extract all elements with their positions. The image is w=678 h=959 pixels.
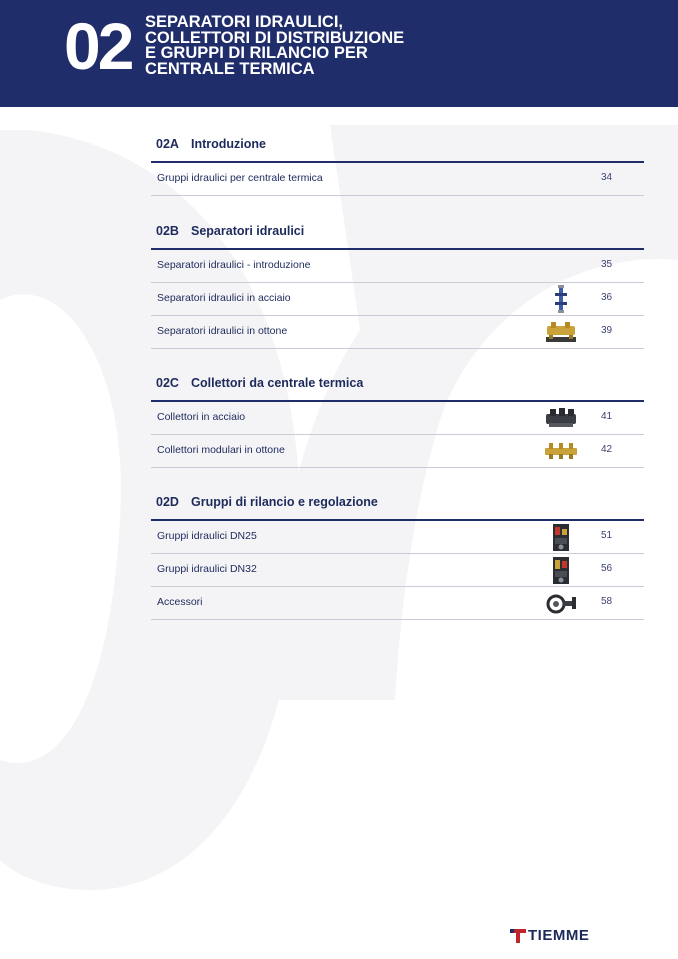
toc-row[interactable]	[151, 163, 644, 196]
section-title: Gruppi di rilancio e regolazione	[191, 495, 378, 509]
toc-row[interactable]	[151, 402, 644, 435]
steel-manifold-thumbnail	[543, 404, 579, 432]
tiemme-logo-icon	[510, 929, 526, 943]
toc-row-page-number: 41	[601, 411, 613, 422]
section-code: 02D	[156, 495, 179, 509]
toc-row-page-number: 42	[601, 444, 613, 455]
brass-manifold-thumbnail	[543, 437, 579, 465]
toc-row-page-number: 51	[601, 530, 613, 541]
toc-row[interactable]	[151, 521, 644, 554]
section-code: 02B	[156, 224, 179, 238]
chapter-number: 02	[64, 9, 132, 83]
toc-row-page-number: 39	[601, 325, 613, 336]
chapter-header	[0, 0, 678, 107]
toc-row-page-number: 36	[601, 292, 613, 303]
section-code: 02A	[156, 137, 179, 151]
accessory-thumbnail	[543, 589, 579, 617]
pump-group-thumbnail	[543, 556, 579, 584]
steel-separator-thumbnail	[543, 285, 579, 313]
toc-row[interactable]	[151, 587, 644, 620]
section-code: 02C	[156, 376, 179, 390]
pump-group-thumbnail	[543, 523, 579, 551]
toc-row-label: Collettori in acciaio	[157, 411, 246, 423]
toc-row-label: Accessori	[157, 596, 203, 608]
toc-row[interactable]	[151, 435, 644, 468]
toc-row[interactable]	[151, 283, 644, 316]
section-title: Collettori da centrale termica	[191, 376, 364, 390]
brass-separator-thumbnail	[543, 318, 579, 346]
toc-row-label: Separatori idraulici - introduzione	[157, 259, 311, 271]
chapter-title	[145, 15, 445, 77]
toc-row-label: Gruppi idraulici DN25	[157, 530, 257, 542]
toc-row[interactable]	[151, 554, 644, 587]
section-title: Introduzione	[191, 137, 266, 151]
toc-row-label: Separatori idraulici in acciaio	[157, 292, 291, 304]
toc-row-page-number: 56	[601, 563, 613, 574]
brand-name: TIEMME	[528, 927, 590, 944]
toc-row-label: Gruppi idraulici per centrale termica	[157, 172, 323, 184]
toc-row-label: Gruppi idraulici DN32	[157, 563, 257, 575]
toc-row-label: Separatori idraulici in ottone	[157, 325, 288, 337]
chapter-title-line: CENTRALE TERMICA	[145, 59, 315, 78]
toc-row-page-number: 35	[601, 259, 613, 270]
toc-row-label: Collettori modulari in ottone	[157, 444, 285, 456]
toc-row-page-number: 34	[601, 172, 613, 183]
chapter-title-line: COLLETTORI DI DISTRIBUZIONE	[145, 28, 405, 47]
section-title: Separatori idraulici	[191, 224, 305, 238]
toc-row-page-number: 58	[601, 596, 613, 607]
chapter-title-line: SEPARATORI IDRAULICI,	[145, 13, 344, 31]
toc-row[interactable]	[151, 250, 644, 283]
toc-row[interactable]	[151, 316, 644, 349]
chapter-title-line: E GRUPPI DI RILANCIO PER	[145, 44, 368, 62]
